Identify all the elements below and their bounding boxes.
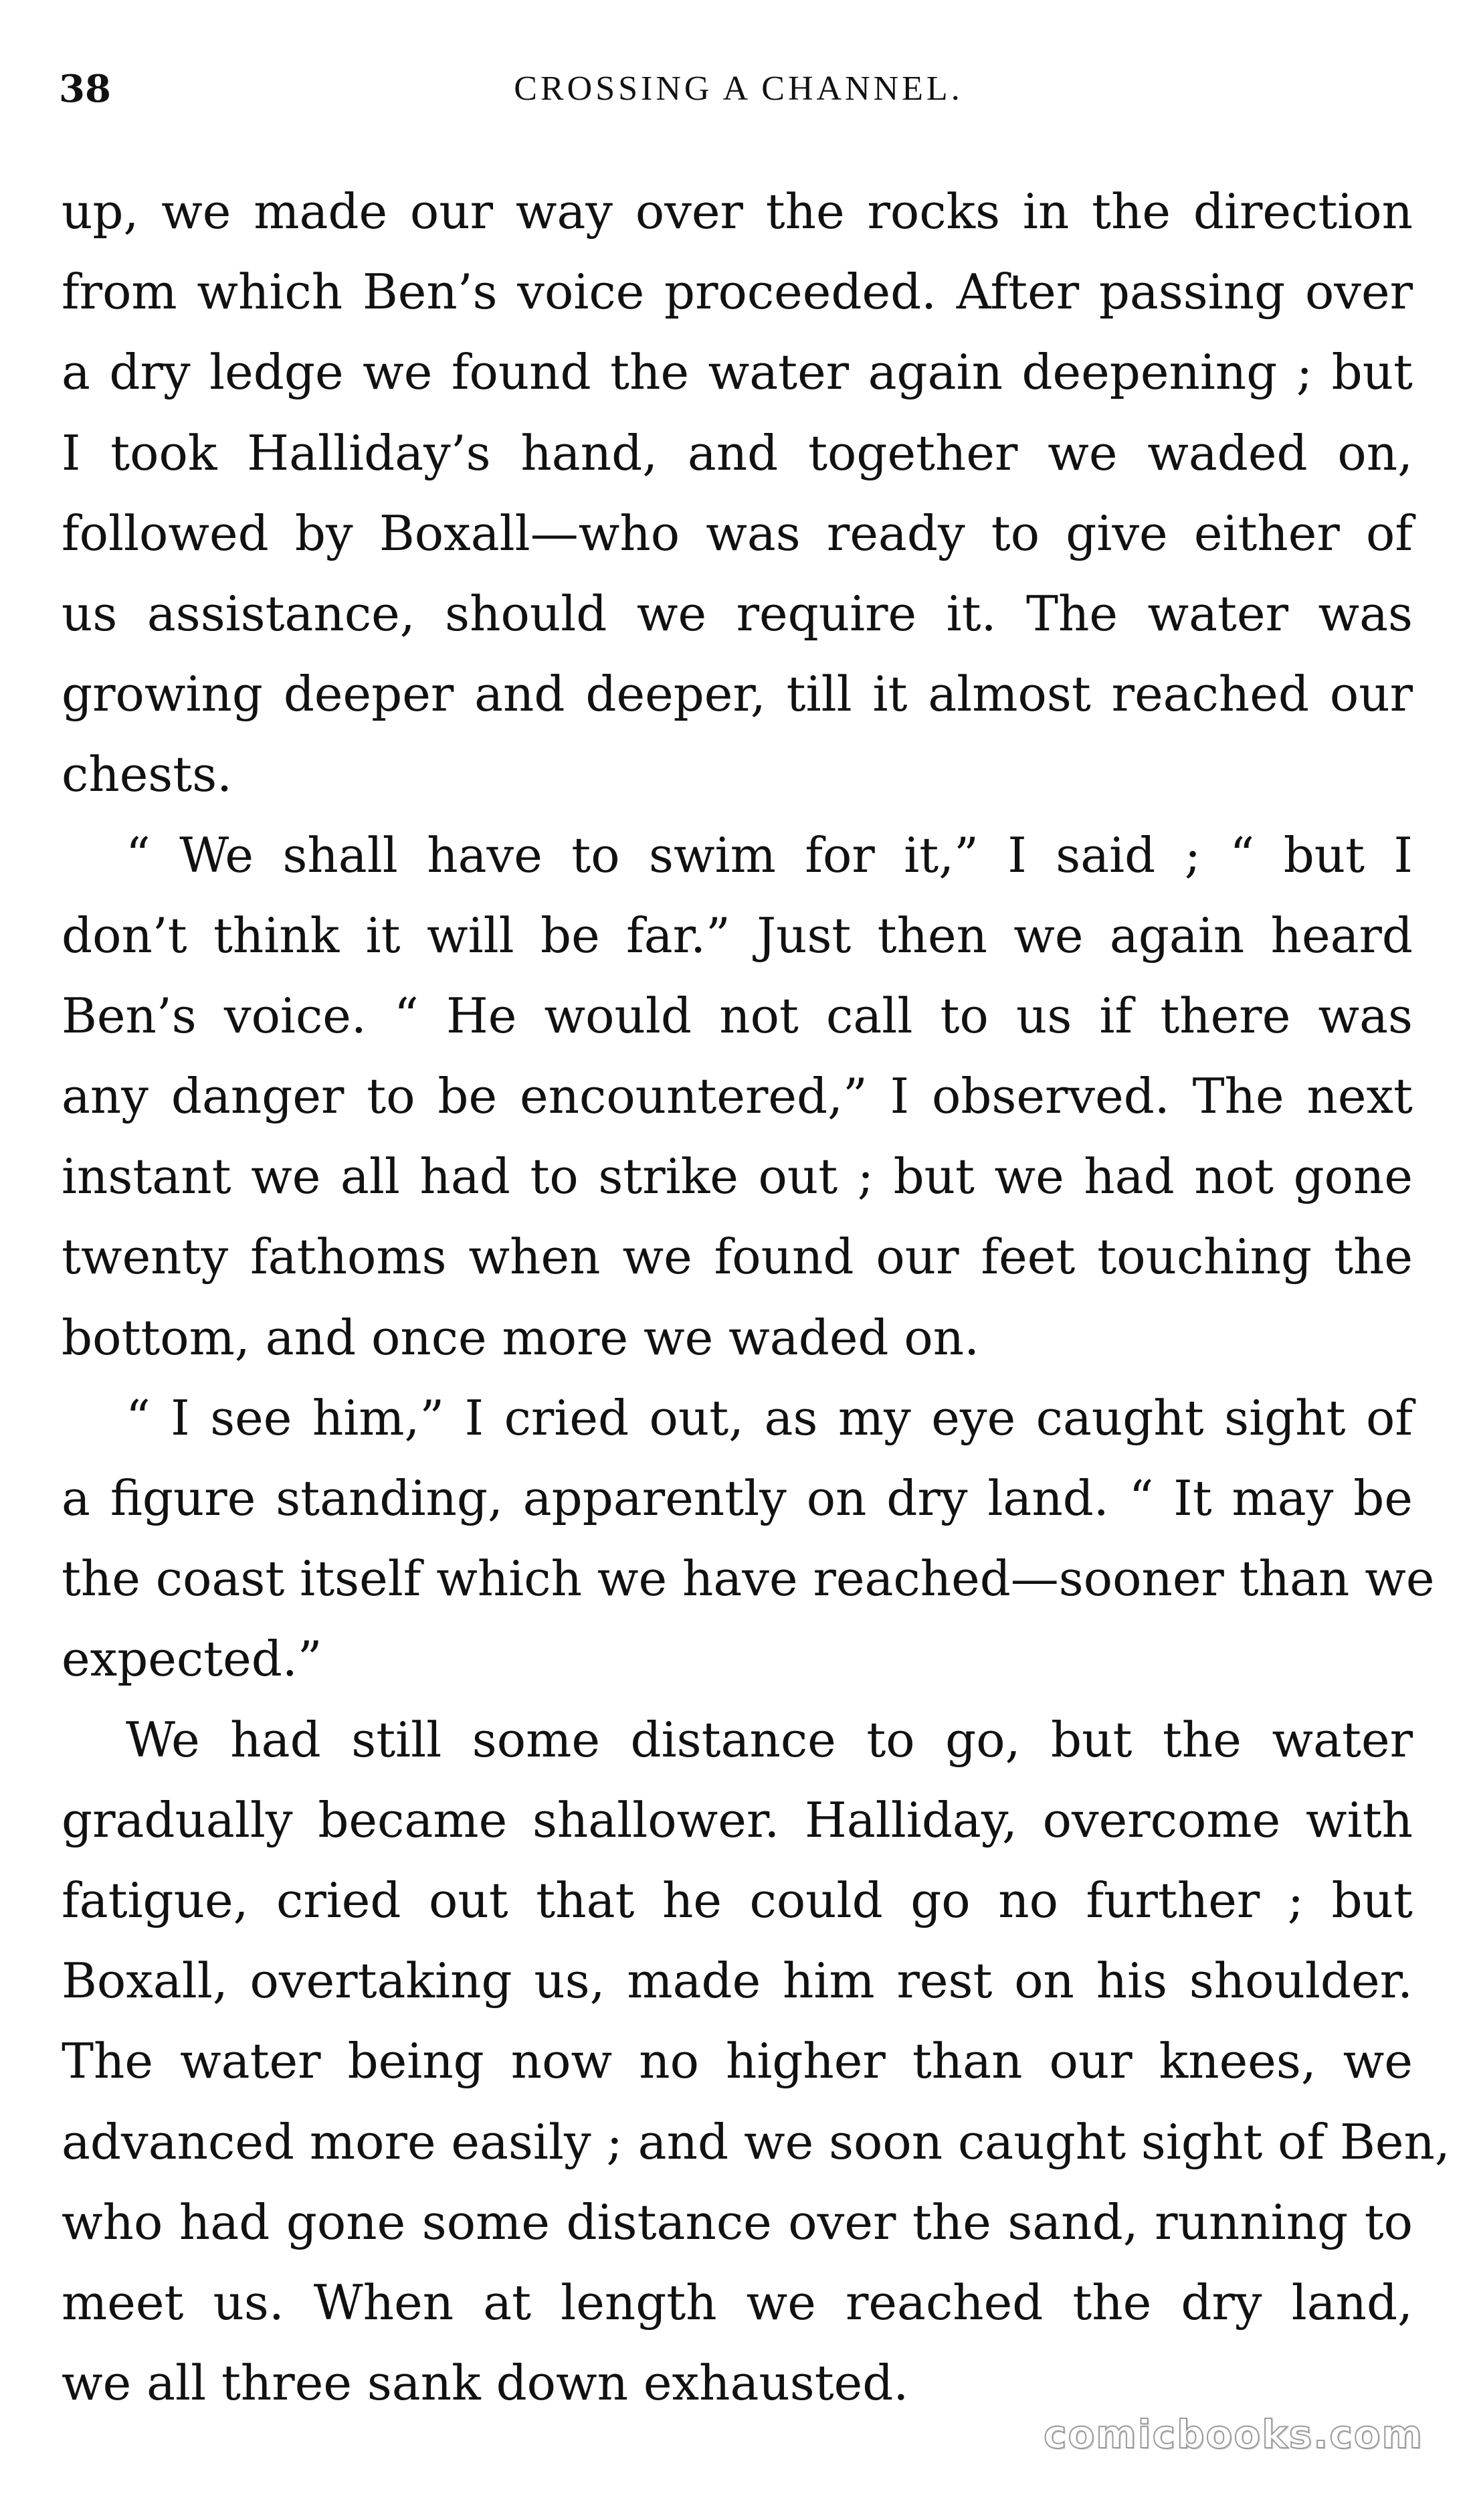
text-line: a dry ledge we found the water again deepening ; but <box>62 344 1413 401</box>
text-line: “ We shall have to swim for it,” I said ; “ but I <box>126 826 1413 883</box>
text-line: Ben’s voice. “ He would not call to us if there was <box>62 987 1413 1044</box>
text-line: I took Halliday’s hand, and together we waded on, <box>62 424 1413 481</box>
text-line: bottom, and once more we waded on. <box>62 1309 980 1366</box>
text-line: from which Ben’s voice proceeded. After passing over <box>62 264 1413 321</box>
text-line: meet us. When at length we reached the dry land, <box>62 2274 1413 2331</box>
text-line: expected.” <box>62 1631 322 1688</box>
text-line: instant we all had to strike out ; but we had not gone <box>62 1148 1413 1205</box>
watermark: comicbooks.com <box>1044 2412 1423 2457</box>
text-line: gradually became shallower. Halliday, overcome with <box>62 1791 1413 1848</box>
text-line: don’t think it will be far.” Just then we again heard <box>62 907 1413 964</box>
text-line: any danger to be encountered,” I observed. The next <box>62 1068 1413 1125</box>
text-line: we all three sank down exhausted. <box>62 2355 909 2412</box>
text-line: us assistance, should we require it. The water was <box>62 585 1413 642</box>
text-line: Boxall, overtaking us, made him rest on his shoulder. <box>62 1953 1413 2009</box>
text-line: chests. <box>62 746 233 803</box>
text-line: advanced more easily ; and we soon caught sight of Ben, <box>62 2113 1450 2170</box>
text-line: twenty fathoms when we found our feet touching the <box>62 1229 1413 1285</box>
text-line: The water being now no higher than our knees, we <box>62 2033 1413 2090</box>
page-header-title: CROSSING A CHANNEL. <box>514 70 963 108</box>
text-line: the coast itself which we have reached—sooner than we <box>62 1550 1435 1607</box>
text-line: growing deeper and deeper, till it almost reached our <box>62 666 1413 723</box>
text-line: who had gone some distance over the sand, running to <box>62 2193 1413 2250</box>
text-line: up, we made our way over the rocks in the direction <box>62 183 1413 240</box>
page-number: 38 <box>59 67 111 111</box>
text-line: We had still some distance to go, but the water <box>126 1711 1413 1768</box>
text-line: fatigue, cried out that he could go no further ; but <box>62 1872 1413 1928</box>
text-line: followed by Boxall—who was ready to give either of <box>62 505 1413 561</box>
body-text <box>62 171 1450 2423</box>
running-head <box>59 66 1418 126</box>
text-line: a figure standing, apparently on dry land. “ It may be <box>62 1470 1413 1526</box>
text-line: “ I see him,” I cried out, as my eye caught sight of <box>126 1389 1413 1446</box>
